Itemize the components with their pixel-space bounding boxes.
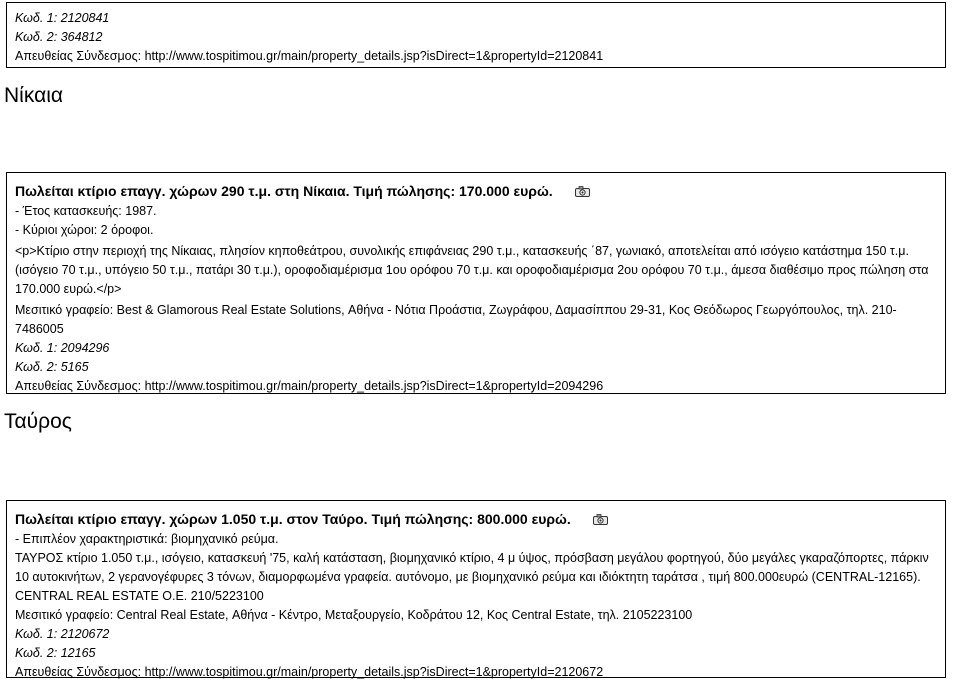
listing-description: <p>Κτίριο στην περιοχή της Νίκαιας, πλησίον κηποθεάτρου, συνολικής επιφάνειας 290 τ.μ., κατασκευής ΄87, γωνιακό, αποτελείται από ισόγειο κατάστημα 150 τ.μ. (ισόγειο 70 τ.μ., υπόγειο 50 τ.μ., πατάρι 30 τ.μ.), οροφοδιαμέρισμα 1ου ορόφου 70 τ.μ. και οροφοδιαμέρισμα 2ου ορόφου 70 τ.μ., άμεσα διαθέσιμο προς πώληση στα 170.000 ευρώ.</p> [15,244,929,296]
feature-extra: - Επιπλέον χαρακτηριστικά: βιομηχανικό ρεύμα. [15,532,279,546]
feature-floors: - Κύριοι χώροι: 2 όροφοι. [15,223,154,237]
area-heading: Ταύρος [4,410,72,433]
area-heading: Νίκαια [4,84,64,107]
listing-card [6,172,946,394]
direct-link[interactable]: Απευθείας Σύνδεσμος: http://www.tospitimou.gr/main/property_details.jsp?isDirect=1&propertyId=2120841 [15,49,604,63]
listing-card [6,500,946,678]
direct-link[interactable]: Απευθείας Σύνδεσμος: http://www.tospitimou.gr/main/property_details.jsp?isDirect=1&propertyId=2094296 [15,379,604,393]
agency-info: Μεσιτικό γραφείο: Central Real Estate, Αθήνα - Κέντρο, Μεταξουργείο, Κοδράτου 12, Κος Central Estate, τηλ. 2105223100 [15,608,693,622]
listing-code-1: Κωδ. 1: 2094296 [15,341,110,355]
listing-code-1: Κωδ. 1: 2120841 [15,11,110,25]
listing-code-2: Κωδ. 2: 12165 [15,646,96,660]
feature-year: - Έτος κατασκευής: 1987. [15,204,157,218]
agency-info: Μεσιτικό γραφείο: Best & Glamorous Real Estate Solutions, Αθήνα - Νότια Προάστια, Ζωγράφου, Δαμασίππου 29-31, Κος Θεόδωρος Γεωργόπουλος, τηλ. 210-7486005 [15,303,897,336]
camera-photo-icon[interactable] [593,514,608,525]
listing-card [6,2,946,68]
listing-title[interactable]: Πωλείται κτίριο επαγγ. χώρων 290 τ.μ. στη Νίκαια. Τιμή πώλησης: 170.000 ευρώ. [15,183,553,199]
listing-code-2: Κωδ. 2: 5165 [15,360,89,374]
listing-code-1: Κωδ. 1: 2120672 [15,627,110,641]
camera-photo-icon[interactable] [575,186,590,197]
direct-link[interactable]: Απευθείας Σύνδεσμος: http://www.tospitimou.gr/main/property_details.jsp?isDirect=1&propertyId=2120672 [15,665,604,679]
listing-title-row [15,180,937,202]
listing-title[interactable]: Πωλείται κτίριο επαγγ. χώρων 1.050 τ.μ. στον Ταύρο. Τιμή πώλησης: 800.000 ευρώ. [15,511,571,527]
listing-code-2: Κωδ. 2: 364812 [15,30,103,44]
listing-description: ΤΑΥΡΟΣ κτίριο 1.050 τ.μ., ισόγειο, κατασκευή '75, καλή κατάσταση, βιομηχανικό κτίριο, 4 μ ύψος, πρόσβαση μεγάλου φορτηγού, δύο μεγάλες γκαραζόπορτες, πάρκιν 10 αυτοκινήτων, 2 γερανογέφυρες 3 τόνων, διαμορφωμένα γραφεία. αυτόνομο, με βιομηχανικό ρεύμα και ιδιόκτητη ταράτσα , τιμή 800.000ευρώ (CENTRAL-12165). CENTRAL REAL ESTATE O.E. 210/5223100 [15,551,929,603]
listing-title-row [15,508,937,530]
